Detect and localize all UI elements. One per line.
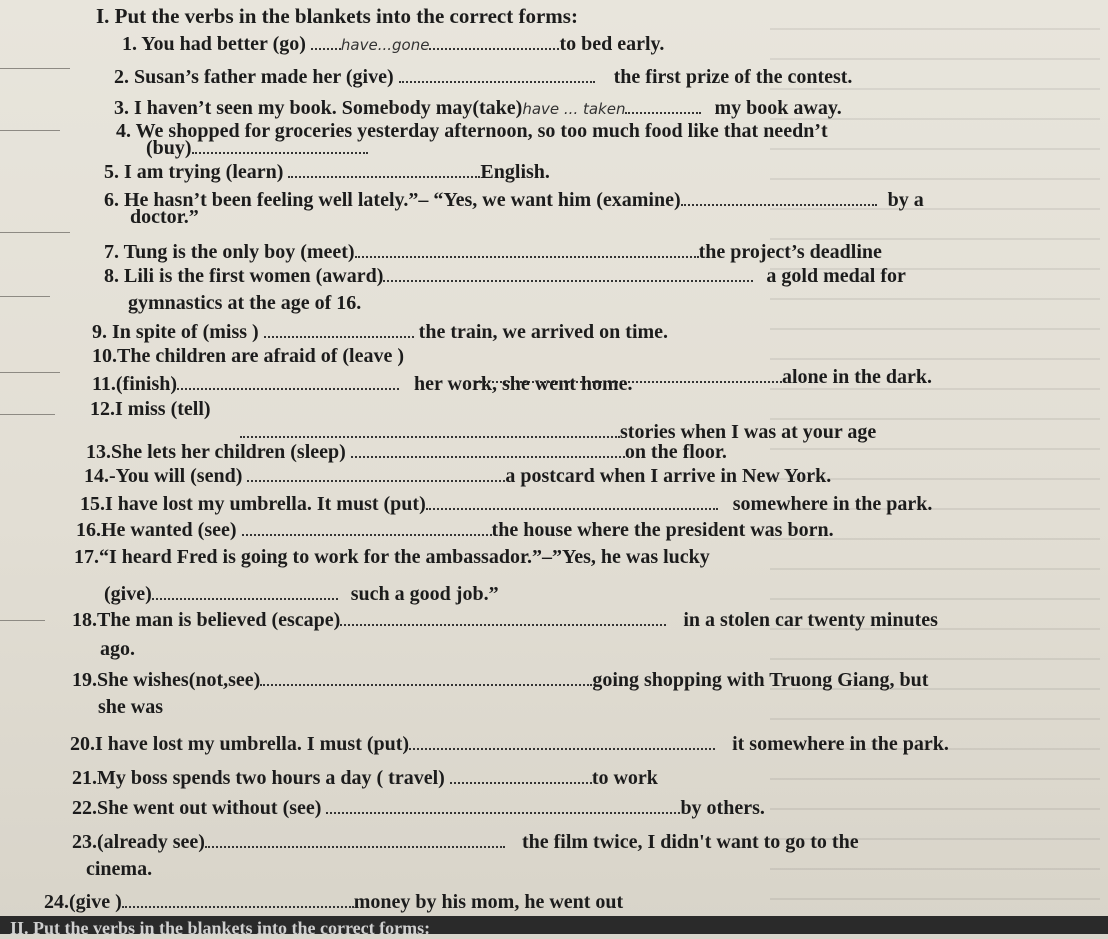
handwritten-answer: have ... taken xyxy=(522,100,626,118)
question-21: 21.My boss spends two hours a day ( travel) to work xyxy=(72,767,658,789)
question-14: 14.-You will (send) a postcard when I arrive in New York. xyxy=(84,465,832,487)
question-13: 13.She lets her children (sleep) on the floor. xyxy=(86,441,727,463)
answer-blank[interactable] xyxy=(192,136,368,154)
answer-blank[interactable] xyxy=(625,96,701,114)
question-12: 12.I miss (tell) xyxy=(90,398,211,420)
question-3: 3. I haven’t seen my book. Somebody may(take)have ... taken my book away. xyxy=(114,97,842,119)
answer-blank[interactable] xyxy=(311,32,341,50)
question-20: 20.I have lost my umbrella. I must (put) it somewhere in the park. xyxy=(70,733,949,755)
edge-rule xyxy=(0,130,60,131)
answer-blank[interactable] xyxy=(355,240,699,258)
answer-blank[interactable] xyxy=(409,732,715,750)
answer-blank[interactable] xyxy=(205,830,505,848)
answer-blank[interactable] xyxy=(340,608,666,626)
question-10-cont: alone in the dark. xyxy=(476,365,932,388)
answer-blank[interactable] xyxy=(247,464,505,482)
question-19: 19.She wishes(not,see) going shopping with Truong Giang, but xyxy=(72,669,929,691)
answer-blank[interactable] xyxy=(260,668,592,686)
question-5: 5. I am trying (learn) English. xyxy=(104,161,550,183)
edge-rule xyxy=(0,232,70,233)
question-17-cont: (give) such a good job.” xyxy=(104,583,499,605)
question-22: 22.She went out without (see) by others. xyxy=(72,797,765,819)
question-1: 1. You had better (go) have...gone to bed early. xyxy=(122,33,665,55)
answer-blank[interactable] xyxy=(177,372,399,390)
question-15: 15.I have lost my umbrella. It must (put) somewhere in the park. xyxy=(80,493,933,515)
answer-blank[interactable] xyxy=(264,320,414,338)
answer-blank[interactable] xyxy=(326,796,680,814)
exercise-title: I. Put the verbs in the blankets into the correct forms: xyxy=(96,4,578,28)
question-6: 6. He hasn’t been feeling well lately.”– “Yes, we want him (examine) by a xyxy=(104,189,924,211)
answer-blank[interactable] xyxy=(426,492,718,510)
question-10: 10.The children are afraid of (leave ) xyxy=(92,345,404,367)
question-17: 17.“I heard Fred is going to work for the ambassador.”–”Yes, he was lucky xyxy=(74,546,710,568)
question-8: 8. Lili is the first women (award) a gold medal for xyxy=(104,265,906,287)
question-23: 23.(already see) the film twice, I didn't want to go to the xyxy=(72,831,859,853)
question-19-cont: she was xyxy=(98,696,164,718)
question-18: 18.The man is believed (escape) in a stolen car twenty minutes xyxy=(72,609,938,631)
question-12-cont: stories when I was at your age xyxy=(240,420,876,443)
question-11: 11.(finish) her work, she went home. xyxy=(92,373,633,395)
answer-blank[interactable] xyxy=(681,188,877,206)
answer-blank[interactable] xyxy=(240,420,620,438)
answer-blank[interactable] xyxy=(288,160,480,178)
answer-blank[interactable] xyxy=(450,766,592,784)
answer-blank[interactable] xyxy=(383,264,753,282)
edge-rule xyxy=(0,372,60,373)
answer-blank[interactable] xyxy=(429,32,559,50)
question-4-cont: (buy) xyxy=(146,136,368,159)
question-18-cont: ago. xyxy=(100,638,135,660)
question-8-cont: gymnastics at the age of 16. xyxy=(128,292,362,314)
question-6-cont: doctor.” xyxy=(130,206,199,228)
handwritten-answer: have...gone xyxy=(340,36,430,54)
answer-blank[interactable] xyxy=(152,582,338,600)
section-2-title: II. Put the verbs in the blankets into the correct forms: xyxy=(10,918,431,938)
edge-rule xyxy=(0,414,55,415)
question-23-cont: cinema. xyxy=(86,858,153,880)
answer-blank[interactable] xyxy=(242,518,492,536)
question-2: 2. Susan’s father made her (give) the first prize of the contest. xyxy=(114,66,853,88)
question-4: 4. We shopped for groceries yesterday afternoon, so too much food like that needn’t xyxy=(116,120,828,142)
answer-blank[interactable] xyxy=(351,440,625,458)
answer-blank[interactable] xyxy=(122,890,354,908)
edge-rule xyxy=(0,620,45,621)
answer-blank[interactable] xyxy=(399,65,595,83)
question-16: 16.He wanted (see) the house where the president was born. xyxy=(76,519,834,541)
edge-rule xyxy=(0,68,70,69)
edge-rule xyxy=(0,296,50,297)
question-24: 24.(give ) money by his mom, he went out xyxy=(44,891,624,913)
question-9: 9. In spite of (miss ) the train, we arrived on time. xyxy=(92,321,669,343)
question-7: 7. Tung is the only boy (meet) the project’s deadline xyxy=(104,241,882,263)
